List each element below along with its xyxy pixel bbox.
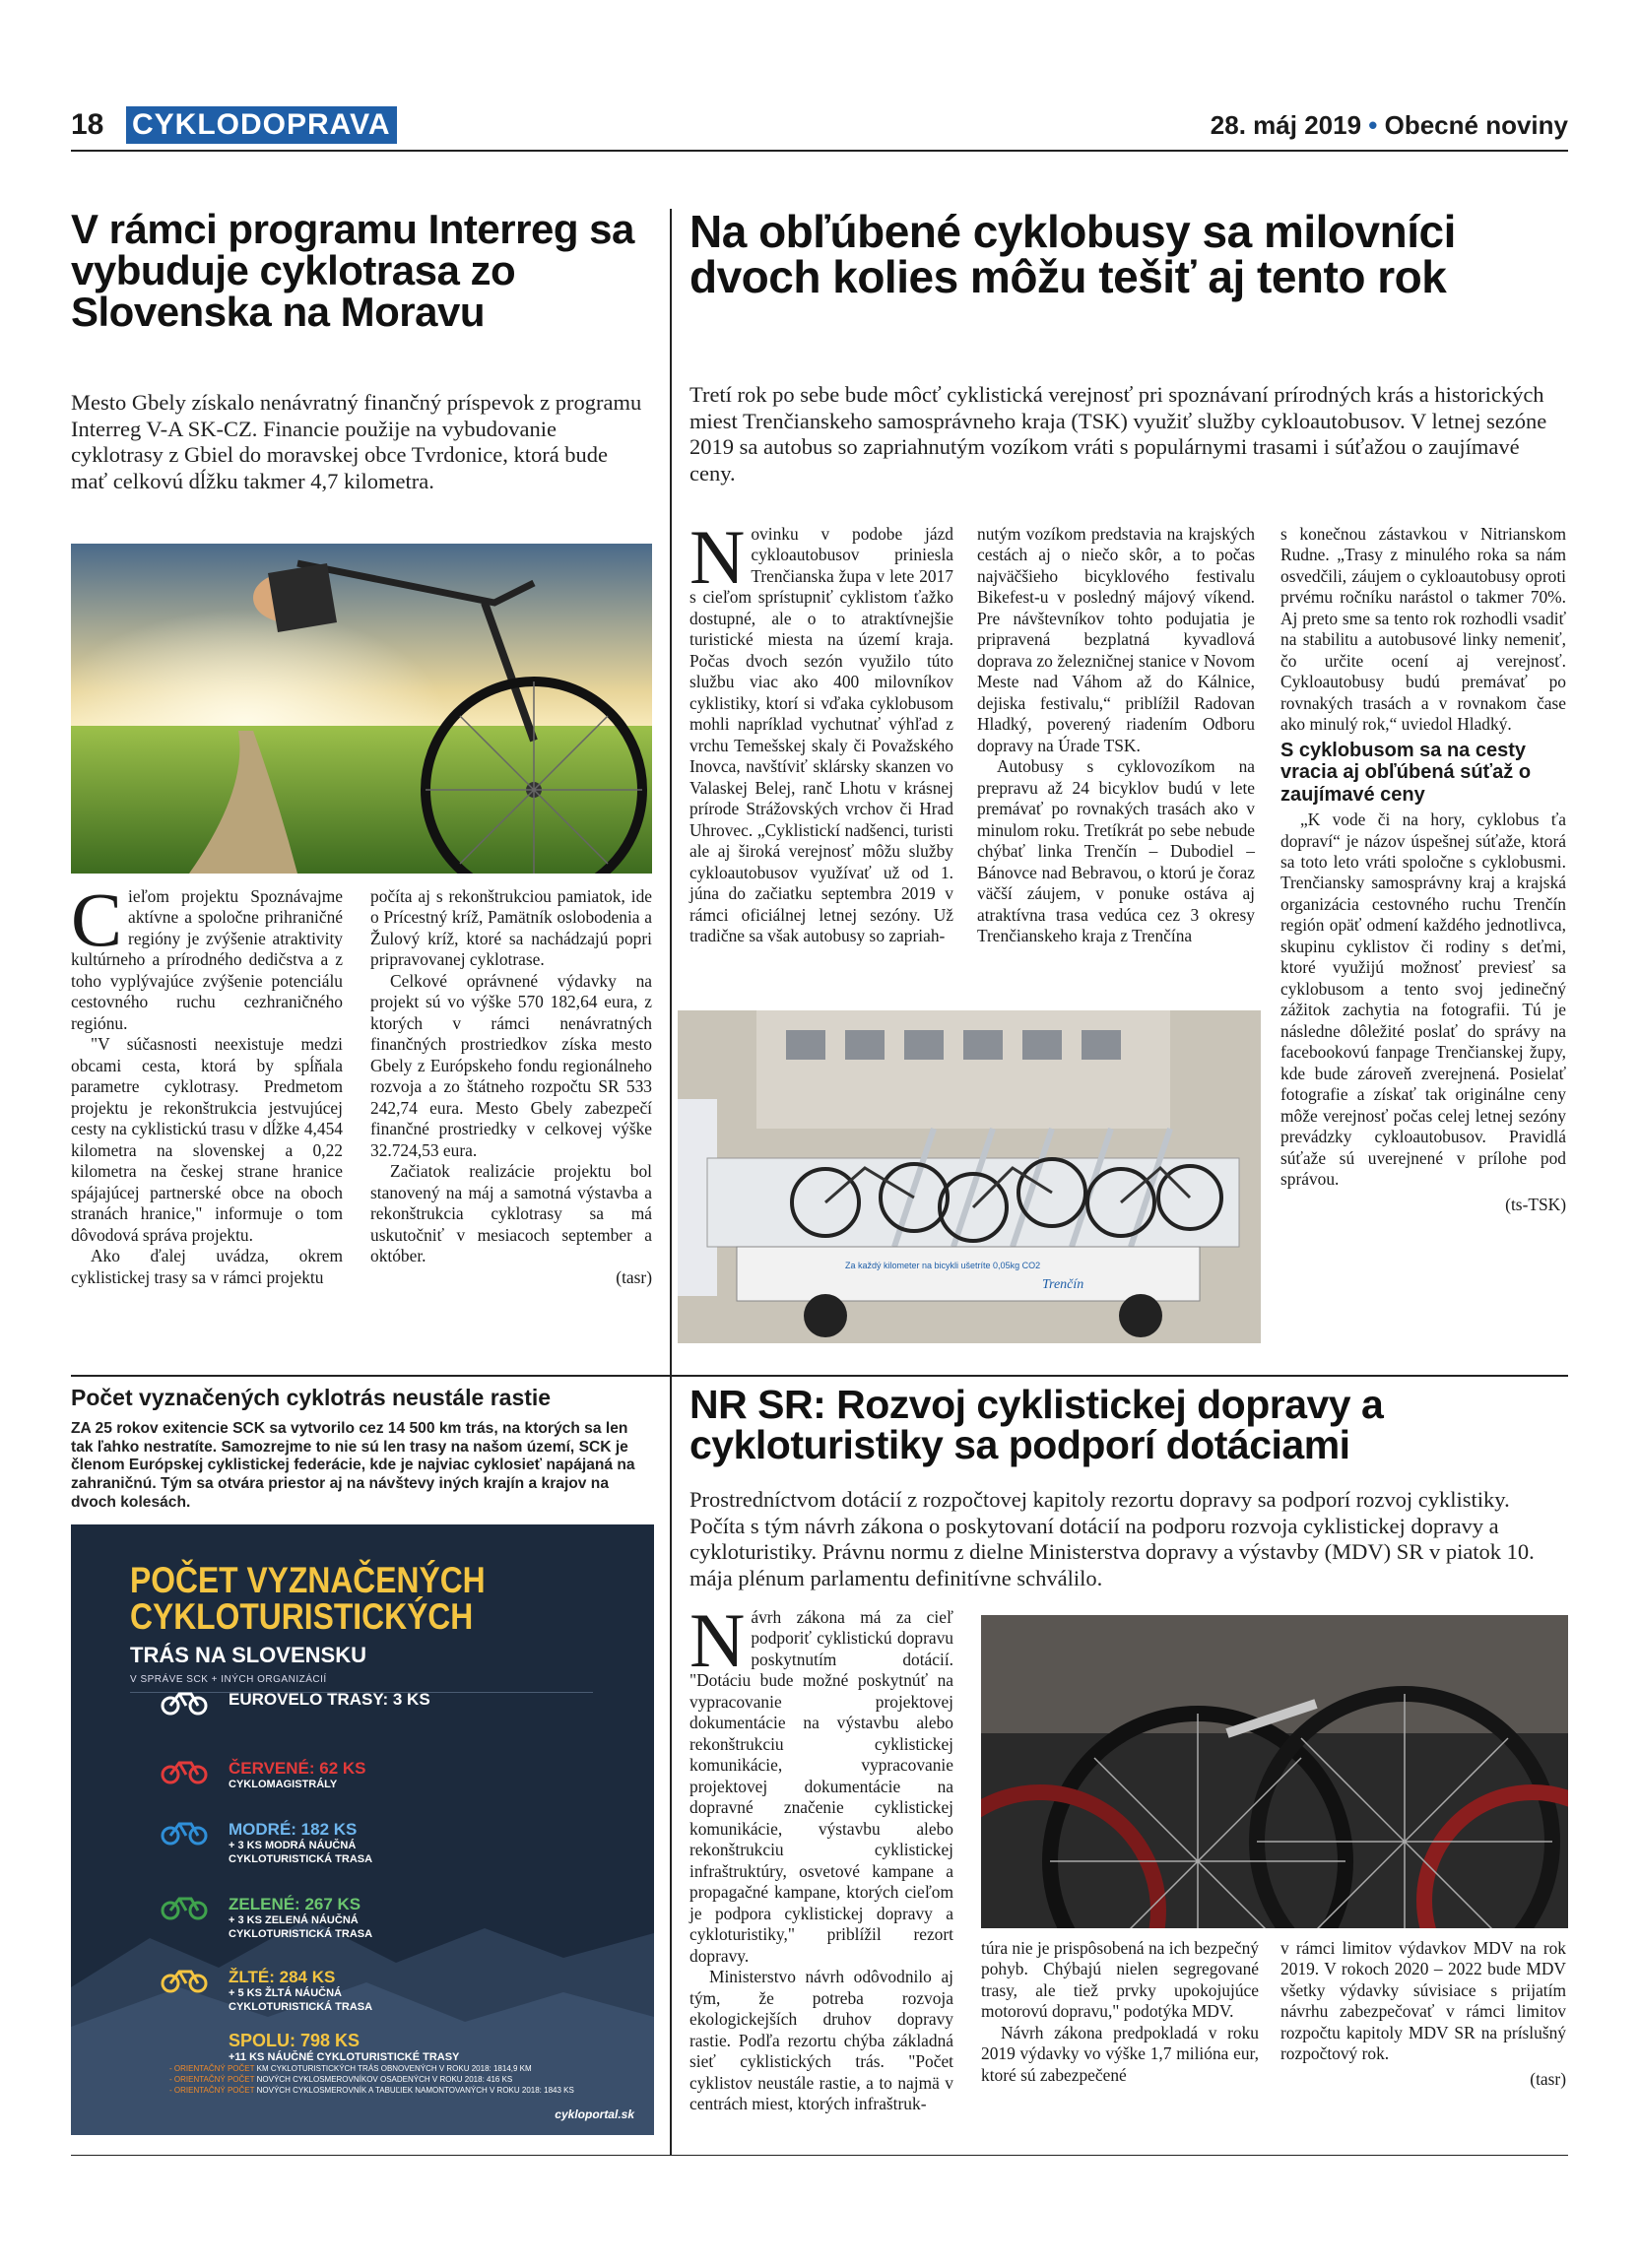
row-sub: CYKLOTURISTICKÁ TRASA — [229, 1927, 373, 1940]
paragraph: Novinku v podobe jázd cykloautobusov priniesla Trenčianska župa v lete 2017 s cieľom sprístupniť cyklistom ťažko dostupné, ale o to atraktívnejšie turistické miesta na území kraja. Počas dvoch sezón využilo túto službu viac ako 400 milovníkov cyklistiky, ktorí si vďaka cyklobusom mohli napríklad vychutnať výhľad z vrchu Temešskej skaly či Považského Inovca, navštíviť sklársky skanzen vo Valaskej Belej, ranč Lhotu v krásnej prírode Strážovských vrchov či Hrad Uhrovec. „Cyklistickí nadšenci, turisti ale aj široká verejnosť môžu služby cykloautobusov využívať už od 1. júna do začiatku septembra 2019 v rámci oficiálnej letnej sezóny. Už tradične sa však autobusy so zapriah- — [689, 514, 953, 946]
infographic-total — [229, 2031, 459, 2065]
paragraph: s konečnou zástavkou v Nitrianskom Rudne. „Trasy z minulého roka sa nám osvedčili, záujem o cykloautobusy oproti prvému ročníku narástol o takmer 70%. Aj preto sme sa tento rok rozhodli vsadiť na stabilitu a autobusové linky nemeniť, čo určite ocení aj verejnosť. Cykloautobusy budú premávať po rovnakých trasách a v rovnakom čase ako minulý rok,“ uviedol Hladký. — [1280, 524, 1566, 735]
paragraph: Autobusy s cyklovozíkom na prepravu až 24 bicyklov budú v lete premávať po rovnakých trasách ako v minulom roku. Tretíkrát po sebe nebude chýbať linka Trenčín – Dubodiel – Bánovce nad Bebravou, o ktorú je čoraz väčší záujem, v ponuke ostáva aj atraktívna trasa vedúca cez 3 okresy Trenčianskeho kraja z Trenčína — [977, 756, 1255, 946]
row-sub: + 3 KS ZELENÁ NÁUČNÁ — [229, 1914, 359, 1926]
article1-lead: Mesto Gbely získalo nenávratný finančný príspevok z programu Interreg V-A SK-CZ. Financie použije na vybudovanie cyklotrasy z Gbiel do moravskej obce Tvrdonice, ktorá bude mať celkovú dĺžku takmer 4,7 kilometra. — [71, 390, 642, 493]
signature: (tasr) — [616, 1266, 652, 1287]
paragraph: Celkové oprávnené výdavky na projekt sú vo výške 570 182,64 eura, z ktorých v rámci nenávratných finančných prostriedkov získa mesto Gbely z Európskeho fondu regionálneho rozvoja a zo štátneho rozpočtu SR 533 242,74 eura. Mesto Gbely zabezpečí finančné prostriedky v celkovej výške 32.724,53 eura. — [370, 970, 652, 1160]
article4-lead: Prostredníctvom dotácií z rozpočtovej kapitoly rezortu dopravy sa podporí rozvoj cyklistiky. Počíta s tým návrh zákona o poskytovaní dotácií na podporu rozvoja cyklistickej dopravy a cykloturistiky. Právnu normu z dielne Ministerstva dopravy a výstavby (MDV) SR v piatok 10. mája plénum parlamentu definitívne schválilo. — [689, 1487, 1535, 1590]
article2-column-2 — [977, 524, 1255, 947]
article1-column-1 — [71, 876, 343, 1288]
paragraph: nutým vozíkom predstavia na krajských cestách aj o niečo skôr, a to počas najväčšieho bicyklového festivalu Bikefest-u v posledný májový víkend. Pre návštevníkov tohto podujatia je pripravená bezplatná kyvadlová doprava zo železničnej stanice v Novom Meste nad Váhom až do Kálnice, dejiska festivalu,“ priblížil Radovan Hladký, poverený riadením Odboru dopravy na Úrade TSK. — [977, 524, 1255, 755]
article3-lead: ZA 25 rokov exitencie SCK sa vytvorilo cez 14 500 km trás, na ktorých sa len tak ľahko nestratíte. Samozrejme to nie sú len trasy na našom území, SCK je členom Európskej cyklistickej federácie, kde je najviac cyklosieť napájaná na zahraničnú. Tým sa otvára priestor aj na návštevy iných krajín a krajov na dvoch kolesách. — [71, 1420, 635, 1511]
article2-lead: Tretí rok po sebe bude môcť cyklistická verejnosť pri spoznávaní prírodných krás a historických miest Trenčianskeho samosprávneho kraja (TSK) využiť služby cykloautobusov. V letnej sezóne 2019 sa autobus so zapriahnutým vozíkom vráti s populárnymi trasami i súťažou o zaujímavé ceny. — [689, 382, 1547, 486]
paragraph: Cieľom projektu Spoznávajme aktívne a spoločne prihraničné regióny je zvýšenie atraktivity kultúrneho a prírodného dedičstva a z toho vyplývajúce zvýšenie potenciálu cestovného ruchu cezhraničného regiónu. — [71, 876, 343, 1033]
infographic-footnotes — [169, 2064, 574, 2096]
infographic-subtitle: V SPRÁVE SCK + INÝCH ORGANIZÁCIÍ — [130, 1674, 327, 1685]
section-divider — [71, 1375, 1568, 1377]
issue-date: 28. máj 2019 — [1210, 110, 1362, 140]
bicycle-icon — [160, 1757, 209, 1784]
article2-subhead: S cyklobusom sa na cesty vracia aj obľúbená súťaž o zaujímavé ceny — [1280, 739, 1532, 806]
cyclobus-trailer-photo — [678, 1010, 1261, 1343]
paragraph: túra nie je prispôsobená na ich bezpečný pohyb. Chýbajú nielen segregované trasy, ale tiež prvky upokojujúce motorovú dopravu," podotýka MDV. — [981, 1938, 1260, 2022]
page-number: 18 — [71, 108, 104, 141]
paragraph: v rámci limitov výdavkov MDV na rok 2019. V rokoch 2020 – 2022 bude MDV všetky výdavky súvisiace s prijatím návrhu zabezpečovať v rámci limitov rozpočtu kapitoly MDV SR na príslušný rozpočtový rok. — [1280, 1938, 1566, 2064]
row-label: MODRÉ: 182 KS — [229, 1820, 358, 1839]
article2-column-1 — [689, 514, 953, 947]
total-sub: +11 KS NÁUČNÉ CYKLOTURISTICKÉ TRASY — [229, 2051, 460, 2063]
article4-headline: NR SR: Rozvoj cyklistickej dopravy a cykloturistiky sa podporí dotáciami — [689, 1382, 1384, 1467]
infographic-row-green — [229, 1895, 372, 1942]
row-label: ČERVENÉ: 62 KS — [229, 1759, 366, 1778]
bicycle-icon — [160, 1966, 209, 1993]
article3-headline: Počet vyznačených cyklotrás neustále rastie — [71, 1385, 552, 1410]
row-sub: CYKLOTURISTICKÁ TRASA — [229, 1852, 373, 1865]
drop-cap: N — [689, 1597, 746, 1683]
row-sub: CYKLOTURISTICKÁ TRASA — [229, 2000, 373, 2013]
article1-headline: V rámci programu Interreg sa vybuduje cyklotrasa zo Slovenska na Moravu — [71, 206, 634, 335]
row-sub: CYKLOMAGISTRÁLY — [229, 1779, 338, 1790]
infographic-title-3: TRÁS NA SLOVENSKU — [130, 1643, 366, 1667]
bicycle-wheels-photo — [981, 1615, 1568, 1928]
paragraph: Začiatok realizácie projektu bol stanovený na máj a samotná výstavba a rekonštrukcia cyklotrasy sa má uskutočniť v mesiacoch september a október. — [370, 1161, 652, 1266]
drop-cap: N — [689, 514, 746, 600]
column-divider — [670, 1377, 672, 2155]
cycle-routes-infographic — [71, 1524, 654, 2135]
total-label: SPOLU: 798 KS — [229, 2031, 361, 2050]
bicycle-icon — [160, 1688, 209, 1716]
bicycle-icon — [160, 1818, 209, 1846]
issue-info — [1211, 110, 1568, 141]
article2-column-3 — [1280, 524, 1566, 1215]
page-header — [71, 102, 1568, 152]
bicycle-icon — [160, 1893, 209, 1920]
trailer-text: Za každý kilometer na bicykli ušetríte 0,05kg CO2 — [845, 1261, 1041, 1270]
footnote: - ORIENTAČNÝ POČET NOVÝCH CYKLOSMEROVNÍKOV OSADENÝCH V ROKU 2018: 416 KS — [169, 2074, 513, 2084]
paragraph: Ako ďalej uvádza, okrem cyklistickej trasy sa v rámci projektu — [71, 1246, 343, 1287]
publication-name: Obecné noviny — [1384, 110, 1568, 140]
row-sub: + 3 KS MODRÁ NÁUČNÁ — [229, 1840, 357, 1851]
footnote: - ORIENTAČNÝ POČET KM CYKLOTURISTICKÝCH TRÁS OBNOVENÝCH V ROKU 2018: 1814,9 KM — [169, 2064, 532, 2073]
bottom-rule — [71, 2155, 1568, 2156]
article4-column-3 — [1280, 1938, 1566, 2090]
infographic-row-yellow — [229, 1968, 372, 2015]
section-tag: CYKLODOPRAVA — [126, 106, 397, 144]
paragraph: Ministerstvo návrh odôvodnilo aj tým, že potreba rozvoja ekologickejších druhov dopravy rastie. Podľa rezortu chýba základná sieť cyklistických trás. "Počet cyklistov neustále rastie, a to najmä v centrách miest, ktorých infraštruk- — [689, 1967, 953, 2114]
paragraph: Návrh zákona predpokladá v roku 2019 výdavky vo výške 1,7 milióna eur, ktoré sú zabezpečené — [981, 2022, 1259, 2085]
drop-cap: C — [71, 876, 123, 962]
paragraph: "V súčasnosti neexistuje medzi obcami cesta, ktorá by spĺňala parametre cyklotrasy. Predmetom projektu je rekonštrukcia jestvujúcej cesty na cyklistickú trasu v dĺžke 4,454 kilometra na slovenskej a 0,22 kilometra na českej strane hranice spájajúcej partnerské obce na oboch stranách hranice," informuje o tom dôvodová správa projektu. — [71, 1034, 343, 1245]
signature: (ts-TSK) — [1505, 1194, 1566, 1214]
article4-column-2 — [981, 1938, 1259, 2086]
footnote: - ORIENTAČNÝ POČET NOVÝCH CYKLOSMEROVNÍK A TABUĽIEK NAMONTOVANÝCH V ROKU 2018: 1843 KS — [169, 2085, 574, 2095]
infographic-source: cykloportal.sk — [555, 2107, 634, 2121]
article1-column-2 — [370, 886, 652, 1288]
column-divider — [670, 209, 672, 1381]
row-label: ŽLTÉ: 284 KS — [229, 1968, 336, 1986]
bicycle-field-photo — [71, 544, 652, 874]
paragraph: „K vode či na hory, cyklobus ťa dopraví“ je názov úspešnej súťaže, ktorá sa toto leto vráti spoločne s cyklobusmi. Trenčiansky samosprávny kraj a krajská organizácia cestovného ruchu Trenčín región opäť odmení každého jednotlivca, skupinu cyklistov či rodiny s deťmi, ktoré využijú možnosť previesť sa cyklobusom a tento svoj jedinečný zážitok zachytia na fotografii. Tú je následne dôležité poslať do správy na facebookovú fanpage Trenčianskej župy, kde bude zároveň zverejnená. Posielať fotografie a získať tak originálne ceny môže verejnosť počas celej letnej sezóny prevádzky cykloautobusov. Pravidlá súťaže sú uverejnené v prílohe pod správou. — [1280, 810, 1566, 1190]
row-label: ZELENÉ: 267 KS — [229, 1895, 361, 1913]
paragraph: Návrh zákona má za cieľ podporiť cyklistickú dopravu poskytnutím dotácií. "Dotáciu bude možné poskytnúť na vypracovanie projektovej dokumentácie na výstavbu alebo rekonštrukciu cyklistickej komunikácie, vypracovanie projektovej dokumentácie na dopravné značenie cyklistickej komunikácie, výstavbu alebo rekonštrukciu cyklistickej infraštruktúry, osvetové kampane a propagačné kampane, ktorých cieľom je podpora cyklistickej dopravy a cykloturistiky," priblížil rezort dopravy. — [689, 1597, 953, 1966]
row-sub: + 5 KS ŽLTÁ NÁUČNÁ — [229, 1987, 342, 1999]
article2-headline: Na obľúbené cyklobusy sa milovníci dvoch kolies môžu tešiť aj tento rok — [689, 206, 1456, 302]
paragraph: počíta aj s rekonštrukciou pamiatok, ide o Prícestný kríž, Pamätník oslobodenia a Žulový kríž, ktoré sa nachádzajú popri pripravovanej cyklotrase. — [370, 886, 652, 970]
infographic-row-red — [229, 1759, 366, 1792]
bullet: • — [1368, 110, 1378, 140]
infographic-row-eurovelo — [229, 1690, 430, 1710]
signature: (tasr) — [1530, 2068, 1566, 2089]
article4-column-1 — [689, 1597, 953, 2115]
infographic-row-blue — [229, 1820, 372, 1867]
row-label: EUROVELO TRASY: 3 KS — [229, 1690, 430, 1709]
infographic-title: POČET VYZNAČENÝCH CYKLOTURISTICKÝCH — [130, 1560, 486, 1637]
trailer-logo: Trenčín — [1042, 1277, 1084, 1292]
